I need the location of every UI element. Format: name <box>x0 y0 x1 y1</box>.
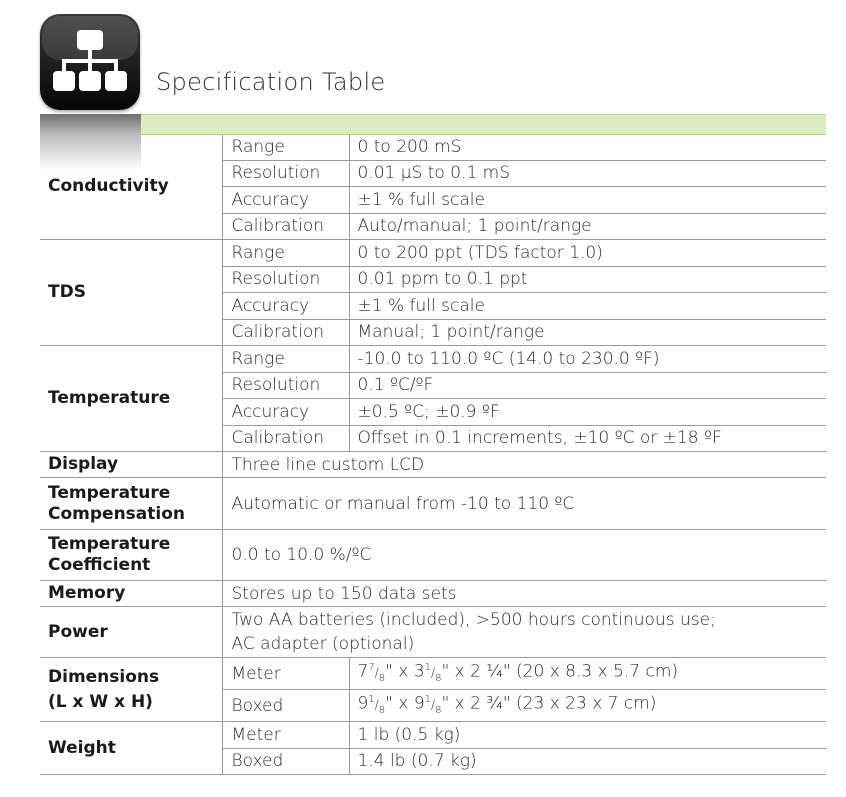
value-cell: 0.1 ºC/ºF <box>349 372 826 399</box>
dim-frac-num: 1 <box>424 662 432 673</box>
dimensions-sublabel: (L x W x H) <box>48 691 153 712</box>
param-cell: Accuracy <box>222 293 349 320</box>
value-cell: Stores up to 150 data sets <box>222 581 826 607</box>
row-label-temperature-coefficient: Temperature Coefficient <box>40 530 222 581</box>
param-cell: Resolution <box>222 372 349 399</box>
value-cell: ±0.5 ºC; ±0.9 ºF <box>349 399 826 426</box>
dim-frac-num: 1 <box>368 694 375 706</box>
dim-mid: " x 3 <box>385 661 425 682</box>
value-cell: 0 to 200 mS <box>349 134 826 160</box>
value-cell: Offset in 0.1 increments, ±10 ºC or ±18 ºF <box>349 425 826 452</box>
value-cell: 1 lb (0.5 kg) <box>349 722 826 749</box>
dim-frac-num: 1 <box>424 694 432 706</box>
value-cell: -10.0 to 110.0 ºC (14.0 to 230.0 ºF) <box>349 346 826 373</box>
spec-table <box>40 134 826 775</box>
param-cell: Accuracy <box>222 187 349 214</box>
dim-whole: 9 <box>357 693 369 714</box>
value-cell: $9^1/_8$" x $9^1/_8$" x 2 ¾" (23 x 23 x 7 cm) <box>349 690 826 722</box>
value-cell <box>222 607 826 658</box>
value-cell: 0 to 200 ppt (TDS factor 1.0) <box>349 240 826 267</box>
table-row <box>40 581 826 607</box>
dim-frac-num: 7 <box>368 662 375 673</box>
table-row <box>40 452 826 478</box>
dim-whole: 7 <box>357 661 369 682</box>
row-label-conductivity: Conductivity <box>40 134 222 240</box>
power-line-2: AC adapter (optional) <box>231 634 415 654</box>
value-cell: ±1 % full scale <box>349 293 826 320</box>
param-cell: Calibration <box>222 213 349 240</box>
page-title: Specification Table <box>156 68 386 96</box>
value-cell: Automatic or manual from -10 to 110 ºC <box>222 478 826 530</box>
param-cell: Meter <box>222 722 349 749</box>
param-cell: Resolution <box>222 266 349 293</box>
table-row <box>40 478 826 530</box>
param-cell: Resolution <box>222 160 349 187</box>
dim-mid: " x 9 <box>385 693 425 714</box>
dim-frac-den: 8 <box>378 705 386 717</box>
dimensions-label: Dimensions <box>48 666 160 687</box>
param-cell: Boxed <box>222 690 349 722</box>
value-cell: Three line custom LCD <box>222 452 826 478</box>
row-label-temperature: Temperature <box>40 346 222 452</box>
hierarchy-icon-graphic <box>40 14 140 110</box>
param-cell: Range <box>222 240 349 267</box>
value-cell: Auto/manual; 1 point/range <box>349 213 826 240</box>
table-row <box>40 346 826 373</box>
dim-rest: " x 2 ¾" (23 x 23 x 7 cm) <box>441 693 657 714</box>
table-row <box>40 607 826 658</box>
dim-frac-den: 8 <box>378 673 386 685</box>
value-cell: 0.01 µS to 0.1 mS <box>349 160 826 187</box>
dim-rest: " x 2 ¼" (20 x 8.3 x 5.7 cm) <box>441 661 679 682</box>
header-band <box>40 114 826 135</box>
param-cell: Calibration <box>222 425 349 452</box>
row-label-temperature-compensation: Temperature Compensation <box>40 478 222 530</box>
table-row <box>40 240 826 267</box>
row-label-memory: Memory <box>40 581 222 607</box>
power-line-1: Two AA batteries (included), >500 hours continuous use; <box>231 610 716 630</box>
hierarchy-icon <box>40 14 140 110</box>
value-cell: 0.0 to 10.0 %/ºC <box>222 530 826 581</box>
table-row <box>40 134 826 160</box>
table-row <box>40 530 826 581</box>
row-label-weight: Weight <box>40 722 222 775</box>
value-cell: 1.4 lb (0.7 kg) <box>349 748 826 775</box>
table-row <box>40 722 826 749</box>
dim-frac-den: 8 <box>435 705 442 717</box>
value-cell: Manual; 1 point/range <box>349 319 826 346</box>
param-cell: Range <box>222 346 349 373</box>
param-cell: Calibration <box>222 319 349 346</box>
table-row <box>40 658 826 690</box>
value-cell: $7^7/_8$" x $3^1/_8$" x 2 ¼" (20 x 8.3 x 5.7 cm) <box>349 658 826 690</box>
param-cell: Meter <box>222 658 349 690</box>
row-label-power: Power <box>40 607 222 658</box>
param-cell: Boxed <box>222 748 349 775</box>
value-cell: 0.01 ppm to 0.1 ppt <box>349 266 826 293</box>
row-label-display: Display <box>40 452 222 478</box>
value-cell: ±1 % full scale <box>349 187 826 214</box>
param-cell: Accuracy <box>222 399 349 426</box>
dim-frac-den: 8 <box>435 673 442 685</box>
row-label-tds: TDS <box>40 240 222 346</box>
param-cell: Range <box>222 134 349 160</box>
row-label-dimensions <box>40 658 222 722</box>
